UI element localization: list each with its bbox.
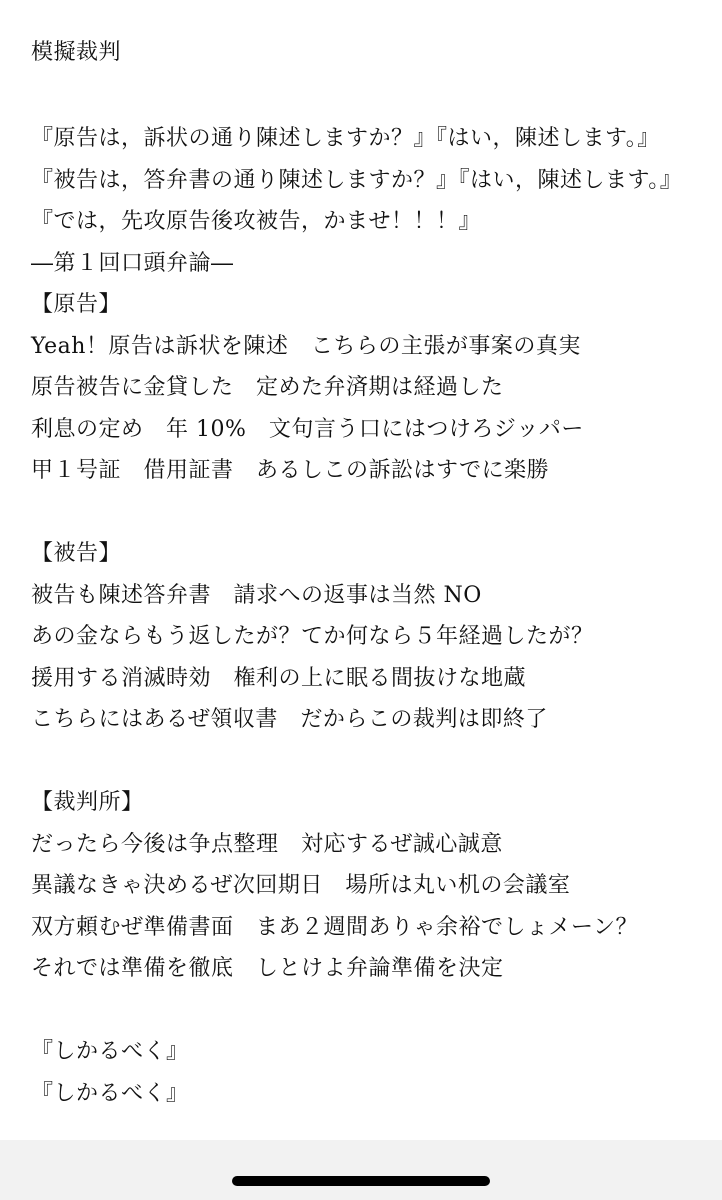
text-line: 甲１号証 借用証書 あるしこの訴訟はすでに楽勝 (31, 458, 550, 483)
document-title: 模擬裁判 (31, 40, 122, 65)
text-line: こちらにはあるぜ領収書 だからこの裁判は即終了 (31, 707, 548, 732)
text-line: ―第１回口頭弁論― (31, 250, 234, 276)
text-line: それでは準備を徹底 しとけよ弁論準備を決定 (31, 956, 504, 981)
bottom-bar (0, 1140, 722, 1200)
text-line: 被告も陳述答弁書 請求への返事は当然 NO (31, 582, 482, 608)
text-lines (31, 118, 682, 1114)
blank-line (31, 741, 682, 783)
text-line: 『しかるべく』 (31, 1080, 189, 1106)
blank-line (31, 492, 682, 534)
text-line: 双方頼むぜ準備書面 まあ２週間ありゃ余裕でしょメーン？ (31, 914, 639, 940)
text-line: 『原告は，訴状の通り陳述しますか？』『はい，陳述します。』 (31, 126, 660, 151)
section-heading-plaintiff: 【原告】 (31, 292, 122, 317)
section-heading-court: 【裁判所】 (31, 790, 144, 815)
section-heading-defendant: 【被告】 (31, 541, 122, 566)
text-line: 『しかるべく』 (31, 1039, 189, 1064)
text-line: 『被告は，答弁書の通り陳述しますか？』『はい，陳述します。』 (31, 167, 683, 193)
home-indicator[interactable] (232, 1176, 490, 1186)
text-line: 援用する消滅時効 権利の上に眠る間抜けな地蔵 (31, 665, 527, 691)
text-line: 利息の定め 年 10% 文句言う口にはつけろジッパー (31, 416, 584, 442)
blank-line (31, 990, 682, 1032)
text-line: だったら今後は争点整理 対応するぜ誠心誠意 (31, 831, 503, 857)
text-line: 異議なきゃ決めるぜ次回期日 場所は丸い机の会議室 (31, 873, 571, 898)
text-line: 原告被告に金貸した 定めた弁済期は経過した (31, 375, 504, 400)
text-line: Yeah！原告は訴状を陳述 こちらの主張が事案の真実 (31, 333, 581, 359)
text-line: あの金ならもう返したが？てか何なら５年経過したが？ (31, 624, 594, 649)
text-line: 『では，先攻原告後攻被告，かませ！！！』 (31, 209, 482, 234)
